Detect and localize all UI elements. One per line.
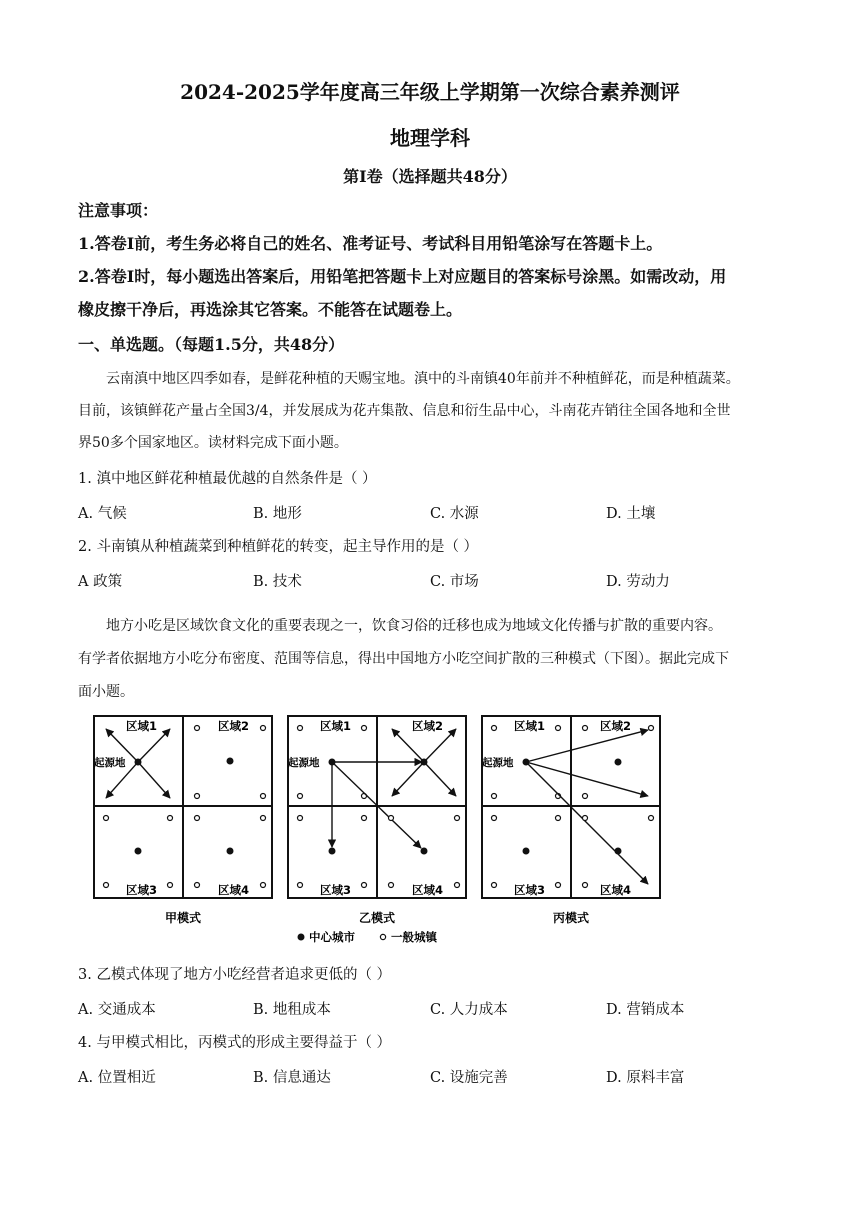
question-1-option-a[interactable]: A. 气候 [78,506,127,522]
question-2-option-b[interactable]: B. 技术 [253,574,302,590]
question-1-option-d[interactable]: D. 土壤 [606,506,656,522]
question-2-stem: 2. 斗南镇从种植蔬菜到种植鲜花的转变，起主导作用的是（ ） [78,539,479,555]
question-2-option-c[interactable]: C. 市场 [430,574,479,590]
jia-region2-label: 区域2 [218,719,250,733]
jia-caption: 甲模式 [164,911,202,925]
bing-caption: 丙模式 [552,911,590,925]
question-4-stem: 4. 与甲模式相比，丙模式的形成主要得益于（ ） [78,1035,392,1051]
bing-region2-label: 区域2 [600,719,632,733]
panel-bing [482,716,660,925]
jia-region1-label: 区域1 [126,719,158,733]
panel-jia [94,716,272,925]
bing-region1-label: 区域1 [514,719,546,733]
yi-caption: 乙模式 [358,911,396,925]
question-4-option-d[interactable]: D. 原料丰富 [606,1070,685,1086]
jia-region4-label: 区域4 [218,883,250,897]
part1-heading: 一、单选题。（每题1.5分，共48分） [78,335,345,354]
question-1-option-c[interactable]: C. 水源 [430,506,479,522]
material1-line2: 目前，该镇鲜花产量占全国3/4，并发展成为花卉集散、信息和衍生品中心，斗南花卉销往全国各地和全世 [78,403,731,419]
legend-center-city: 中心城市 [309,930,355,944]
jia-region3-label: 区域3 [126,883,158,897]
notes-heading: 注意事项： [78,201,159,220]
material2-line3: 面小题。 [78,684,134,700]
material1-line1: 云南滇中地区四季如春，是鲜花种植的天赐宝地。滇中的斗南镇40年前并不种植鲜花，而是种植蔬菜。 [106,371,740,387]
legend-general-town: 一般城镇 [391,930,437,944]
question-3-option-a[interactable]: A. 交通成本 [78,1002,156,1018]
question-1-option-b[interactable]: B. 地形 [253,506,302,522]
question-3-option-c[interactable]: C. 人力成本 [430,1002,508,1018]
jia-origin-label: 起源地 [94,757,126,769]
yi-region3-label: 区域3 [320,883,352,897]
question-4-option-c[interactable]: C. 设施完善 [430,1070,508,1086]
question-4-option-a[interactable]: A. 位置相近 [78,1070,156,1086]
yi-region1-label: 区域1 [320,719,352,733]
notes-item-1: 1.答卷Ⅰ前，考生务必将自己的姓名、准考证号、考试科目用铅笔涂写在答题卡上。 [78,234,663,253]
material1-line3: 界50多个国家地区。读材料完成下面小题。 [78,435,348,451]
yi-region2-label: 区域2 [412,719,444,733]
subject-title: 地理学科 [390,126,470,150]
question-2-option-a[interactable]: A 政策 [78,574,123,590]
panel-yi [288,716,466,925]
yi-origin-label: 起源地 [288,757,320,769]
notes-item-2-line1: 2.答卷Ⅰ时，每小题选出答案后，用铅笔把答题卡上对应题目的答案标号涂黑。如需改动，用 [78,267,727,286]
bing-region3-label: 区域3 [514,883,546,897]
question-3-stem: 3. 乙模式体现了地方小吃经营者追求更低的（ ） [78,967,392,983]
bing-origin-label: 起源地 [482,757,514,769]
figure-legend [298,930,439,944]
question-3-option-b[interactable]: B. 地租成本 [253,1002,331,1018]
diffusion-models-figure [88,712,678,952]
exam-title: 2024-2025学年度高三年级上学期第一次综合素养测评 [180,80,680,104]
section-title: 第Ⅰ卷（选择题共48分） [343,167,517,186]
notes-item-2-line2: 橡皮擦干净后，再选涂其它答案。不能答在试题卷上。 [78,300,463,319]
question-2-option-d[interactable]: D. 劳动力 [606,574,670,590]
question-3-option-d[interactable]: D. 营销成本 [606,1002,685,1018]
bing-region4-label: 区域4 [600,883,632,897]
material2-line1: 地方小吃是区域饮食文化的重要表现之一，饮食习俗的迁移也成为地域文化传播与扩散的重要内容。 [106,618,722,634]
material2-line2: 有学者依据地方小吃分布密度、范围等信息，得出中国地方小吃空间扩散的三种模式（下图）。据此完成下 [78,651,729,667]
question-1-stem: 1. 滇中地区鲜花种植最优越的自然条件是（ ） [78,471,377,487]
yi-region4-label: 区域4 [412,883,444,897]
question-4-option-b[interactable]: B. 信息通达 [253,1070,331,1086]
